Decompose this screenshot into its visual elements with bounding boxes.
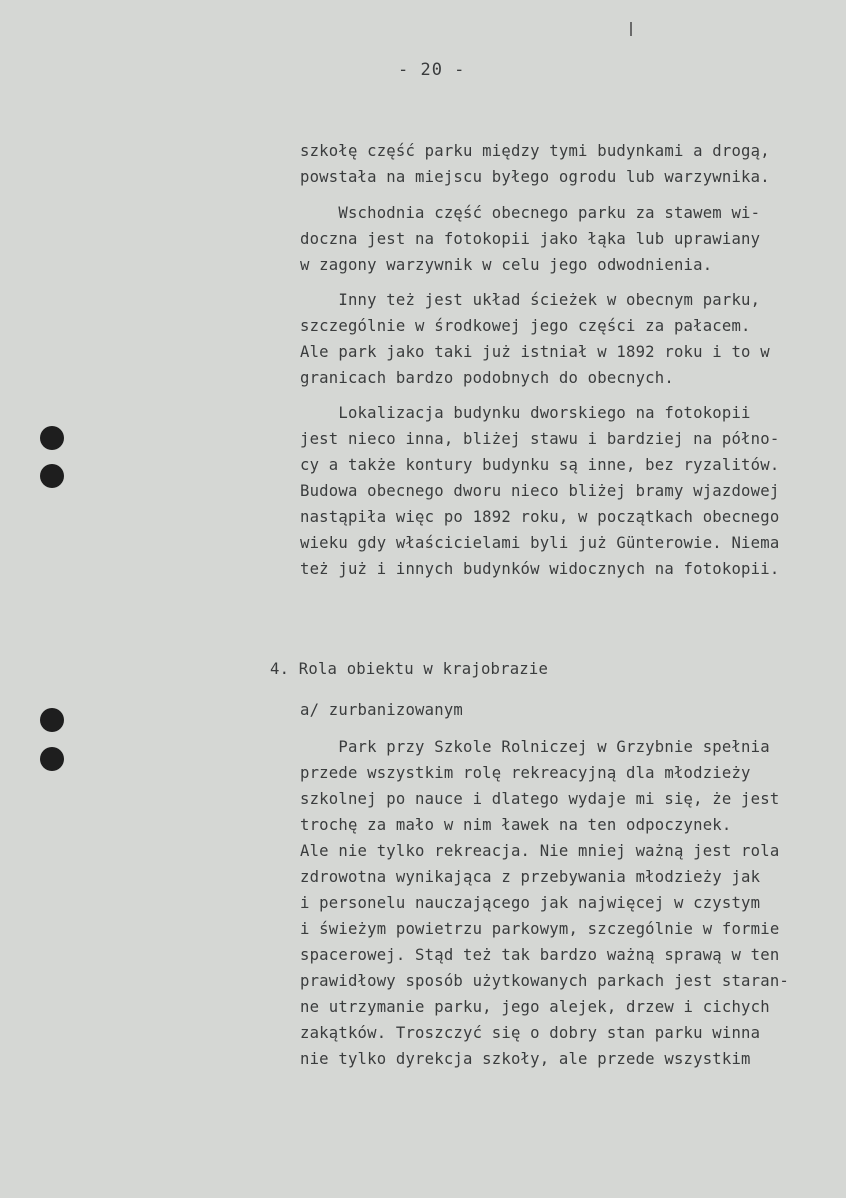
text-line: doczna jest na fotokopii jako łąka lub uprawiany <box>300 230 761 248</box>
text-line: szkolnej po nauce i dlatego wydaje mi się, że jest <box>300 790 780 808</box>
text-line: i świeżym powietrzu parkowym, szczególnie w formie <box>300 920 780 938</box>
page-number: - 20 - <box>398 60 466 80</box>
text-line: też już i innych budynków widocznych na fotokopii. <box>300 560 780 578</box>
text-line: granicach bardzo podobnych do obecnych. <box>300 369 674 387</box>
text-line: Ale nie tylko rekreacja. Nie mniej ważną jest rola <box>300 842 780 860</box>
text-line: Budowa obecnego dworu nieco bliżej bramy wjazdowej <box>300 482 780 500</box>
text-line: Lokalizacja budynku dworskiego na fotokopii <box>300 404 751 422</box>
text-line: cy a także kontury budynku są inne, bez ryzalitów. <box>300 456 780 474</box>
text-line: trochę za mało w nim ławek na ten odpoczynek. <box>300 816 732 834</box>
text-line: powstała na miejscu byłego ogrodu lub warzywnika. <box>300 168 770 186</box>
text-line: zdrowotna wynikająca z przebywania młodzieży jak <box>300 868 761 886</box>
punch-hole <box>40 708 64 732</box>
text-line: Wschodnia część obecnego parku za stawem wi- <box>300 204 761 222</box>
punch-hole <box>40 426 64 450</box>
text-line: nie tylko dyrekcja szkoły, ale przede wszystkim <box>300 1050 751 1068</box>
text-line: zakątków. Troszczyć się o dobry stan parku winna <box>300 1024 761 1042</box>
text-line: ne utrzymanie parku, jego alejek, drzew i cichych <box>300 998 770 1016</box>
page-mark <box>630 22 632 36</box>
text-line: prawidłowy sposób użytkowanych parkach jest staran- <box>300 972 789 990</box>
text-line: przede wszystkim rolę rekreacyjną dla młodzieży <box>300 764 751 782</box>
text-line: Ale park jako taki już istniał w 1892 roku i to w <box>300 343 770 361</box>
text-line: w zagony warzywnik w celu jego odwodnienia. <box>300 256 713 274</box>
subheading: a/ zurbanizowanym <box>300 701 463 719</box>
text-line: i personelu nauczającego jak najwięcej w czystym <box>300 894 761 912</box>
text-line: Inny też jest układ ścieżek w obecnym parku, <box>300 291 761 309</box>
text-line: wieku gdy właścicielami byli już Günterowie. Niema <box>300 534 780 552</box>
punch-hole <box>40 747 64 771</box>
text-line: szczególnie w środkowej jego części za pałacem. <box>300 317 751 335</box>
text-line: Park przy Szkole Rolniczej w Grzybnie spełnia <box>300 738 770 756</box>
punch-hole <box>40 464 64 488</box>
text-line: nastąpiła więc po 1892 roku, w początkach obecnego <box>300 508 780 526</box>
text-line: jest nieco inna, bliżej stawu i bardziej na półno- <box>300 430 780 448</box>
text-line: spacerowej. Stąd też tak bardzo ważną sprawą w ten <box>300 946 780 964</box>
text-line: szkołę część parku między tymi budynkami a drogą, <box>300 142 770 160</box>
section-heading: 4. Rola obiektu w krajobrazie <box>270 660 549 678</box>
